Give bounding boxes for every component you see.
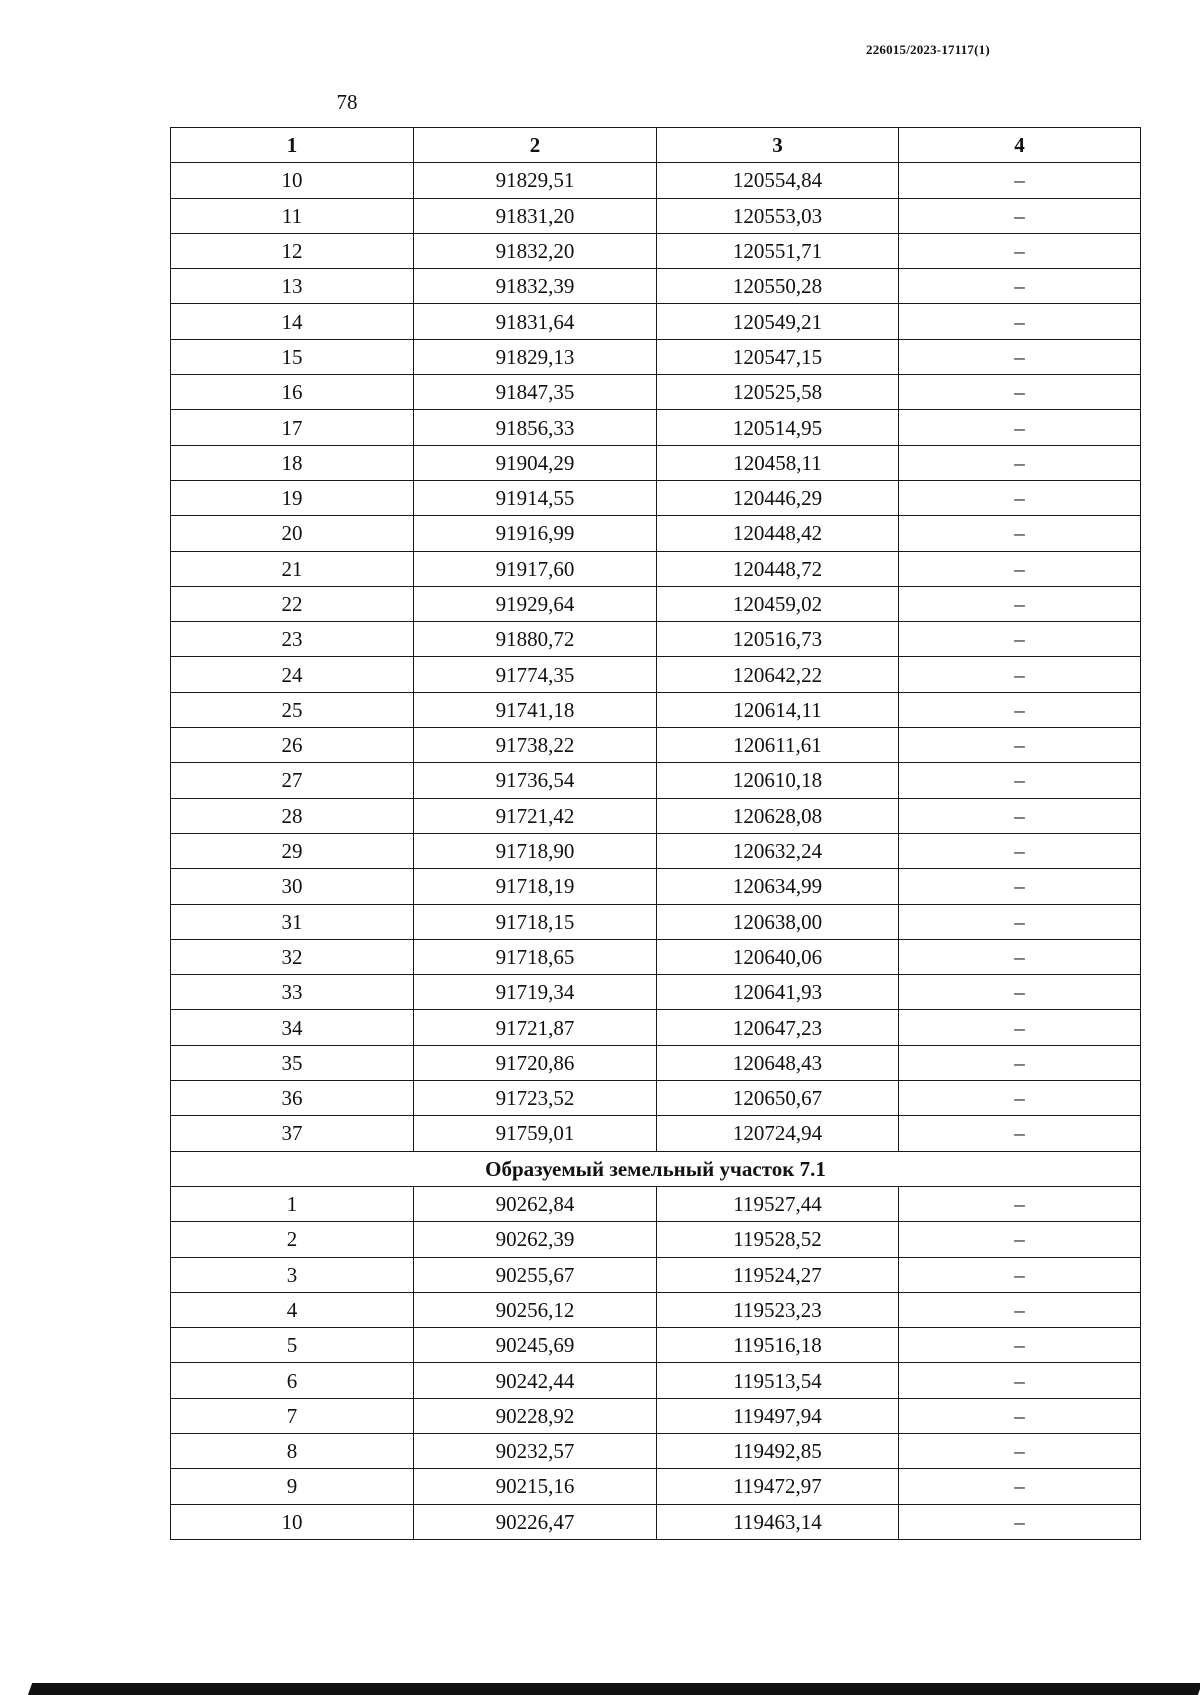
table-row (171, 1328, 1141, 1363)
note-cell: – (899, 728, 1141, 763)
y-coordinate-cell: 119523,23 (657, 1292, 899, 1327)
x-coordinate-cell: 90232,57 (414, 1433, 657, 1468)
point-number-cell: 26 (171, 728, 414, 763)
point-number-cell: 10 (171, 163, 414, 198)
x-coordinate-cell: 91831,20 (414, 198, 657, 233)
y-coordinate-cell: 120514,95 (657, 410, 899, 445)
table-row (171, 233, 1141, 268)
point-number-cell: 23 (171, 622, 414, 657)
x-coordinate-cell: 91856,33 (414, 410, 657, 445)
y-coordinate-cell: 120547,15 (657, 339, 899, 374)
point-number-cell: 17 (171, 410, 414, 445)
x-coordinate-cell: 90245,69 (414, 1328, 657, 1363)
note-cell: – (899, 1292, 1141, 1327)
y-coordinate-cell: 120458,11 (657, 445, 899, 480)
y-coordinate-cell: 120516,73 (657, 622, 899, 657)
x-coordinate-cell: 90262,84 (414, 1186, 657, 1221)
note-cell: – (899, 339, 1141, 374)
x-coordinate-cell: 91917,60 (414, 551, 657, 586)
table-row (171, 798, 1141, 833)
note-cell: – (899, 1010, 1141, 1045)
y-coordinate-cell: 120554,84 (657, 163, 899, 198)
note-cell: – (899, 622, 1141, 657)
y-coordinate-cell: 120650,67 (657, 1081, 899, 1116)
table-row (171, 304, 1141, 339)
scan-edge-bar (28, 1683, 1200, 1695)
table-row (171, 1222, 1141, 1257)
table-row (171, 516, 1141, 551)
point-number-cell: 36 (171, 1081, 414, 1116)
table-row (171, 763, 1141, 798)
note-cell: – (899, 1045, 1141, 1080)
x-coordinate-cell: 91916,99 (414, 516, 657, 551)
y-coordinate-cell: 119492,85 (657, 1433, 899, 1468)
point-number-cell: 34 (171, 1010, 414, 1045)
header-cell-3: 3 (657, 128, 899, 163)
point-number-cell: 30 (171, 869, 414, 904)
table-row (171, 551, 1141, 586)
y-coordinate-cell: 120724,94 (657, 1116, 899, 1151)
note-cell: – (899, 1257, 1141, 1292)
note-cell: – (899, 904, 1141, 939)
y-coordinate-cell: 120610,18 (657, 763, 899, 798)
note-cell: – (899, 1222, 1141, 1257)
table-row (171, 1292, 1141, 1327)
y-coordinate-cell: 119528,52 (657, 1222, 899, 1257)
note-cell: – (899, 1504, 1141, 1539)
y-coordinate-cell: 119516,18 (657, 1328, 899, 1363)
y-coordinate-cell: 119497,94 (657, 1398, 899, 1433)
point-number-cell: 13 (171, 269, 414, 304)
note-cell: – (899, 1328, 1141, 1363)
y-coordinate-cell: 119463,14 (657, 1504, 899, 1539)
y-coordinate-cell: 119472,97 (657, 1469, 899, 1504)
y-coordinate-cell: 120446,29 (657, 480, 899, 515)
table-row (171, 1469, 1141, 1504)
point-number-cell: 9 (171, 1469, 414, 1504)
table-row (171, 445, 1141, 480)
x-coordinate-cell: 91832,39 (414, 269, 657, 304)
point-number-cell: 8 (171, 1433, 414, 1468)
point-number-cell: 10 (171, 1504, 414, 1539)
table-row (171, 1081, 1141, 1116)
point-number-cell: 2 (171, 1222, 414, 1257)
header-cell-1: 1 (171, 128, 414, 163)
x-coordinate-cell: 91829,13 (414, 339, 657, 374)
table-row (171, 198, 1141, 233)
y-coordinate-cell: 120614,11 (657, 692, 899, 727)
note-cell: – (899, 1186, 1141, 1221)
point-number-cell: 20 (171, 516, 414, 551)
note-cell: – (899, 480, 1141, 515)
table-row (171, 1433, 1141, 1468)
y-coordinate-cell: 120525,58 (657, 375, 899, 410)
point-number-cell: 14 (171, 304, 414, 339)
x-coordinate-cell: 90215,16 (414, 1469, 657, 1504)
table-row (171, 1116, 1141, 1151)
x-coordinate-cell: 90228,92 (414, 1398, 657, 1433)
point-number-cell: 18 (171, 445, 414, 480)
note-cell: – (899, 233, 1141, 268)
x-coordinate-cell: 90242,44 (414, 1363, 657, 1398)
table-row (171, 1363, 1141, 1398)
table-row (171, 480, 1141, 515)
note-cell: – (899, 445, 1141, 480)
x-coordinate-cell: 91904,29 (414, 445, 657, 480)
point-number-cell: 37 (171, 1116, 414, 1151)
x-coordinate-cell: 90256,12 (414, 1292, 657, 1327)
note-cell: – (899, 375, 1141, 410)
header-cell-2: 2 (414, 128, 657, 163)
x-coordinate-cell: 91774,35 (414, 657, 657, 692)
header-cell-4: 4 (899, 128, 1141, 163)
note-cell: – (899, 198, 1141, 233)
point-number-cell: 4 (171, 1292, 414, 1327)
y-coordinate-cell: 120553,03 (657, 198, 899, 233)
section-title: Образуемый земельный участок 7.1 (171, 1151, 1141, 1186)
page-number-container (0, 90, 1200, 114)
x-coordinate-cell: 91831,64 (414, 304, 657, 339)
y-coordinate-cell: 120640,06 (657, 939, 899, 974)
table-row (171, 1257, 1141, 1292)
section-title-row (171, 1151, 1141, 1186)
table-row (171, 163, 1141, 198)
note-cell: – (899, 939, 1141, 974)
x-coordinate-cell: 91847,35 (414, 375, 657, 410)
table-row (171, 975, 1141, 1010)
point-number-cell: 15 (171, 339, 414, 374)
note-cell: – (899, 833, 1141, 868)
table-row (171, 339, 1141, 374)
note-cell: – (899, 763, 1141, 798)
note-cell: – (899, 551, 1141, 586)
table-body-after-section (171, 1186, 1141, 1539)
table-row (171, 375, 1141, 410)
table-row (171, 939, 1141, 974)
section-header (171, 1151, 1141, 1186)
table-row (171, 410, 1141, 445)
note-cell: – (899, 1363, 1141, 1398)
coordinates-table (170, 127, 1141, 1540)
x-coordinate-cell: 91718,15 (414, 904, 657, 939)
x-coordinate-cell: 91738,22 (414, 728, 657, 763)
table-row (171, 692, 1141, 727)
y-coordinate-cell: 120551,71 (657, 233, 899, 268)
note-cell: – (899, 692, 1141, 727)
point-number-cell: 6 (171, 1363, 414, 1398)
point-number-cell: 19 (171, 480, 414, 515)
point-number-cell: 12 (171, 233, 414, 268)
x-coordinate-cell: 91719,34 (414, 975, 657, 1010)
point-number-cell: 1 (171, 1186, 414, 1221)
point-number-cell: 28 (171, 798, 414, 833)
table-row (171, 833, 1141, 868)
header-row (171, 128, 1141, 163)
table-row (171, 1186, 1141, 1221)
note-cell: – (899, 798, 1141, 833)
x-coordinate-cell: 91718,65 (414, 939, 657, 974)
y-coordinate-cell: 120632,24 (657, 833, 899, 868)
x-coordinate-cell: 90226,47 (414, 1504, 657, 1539)
y-coordinate-cell: 120611,61 (657, 728, 899, 763)
table-row (171, 586, 1141, 621)
point-number-cell: 22 (171, 586, 414, 621)
y-coordinate-cell: 120549,21 (657, 304, 899, 339)
point-number-cell: 25 (171, 692, 414, 727)
note-cell: – (899, 975, 1141, 1010)
note-cell: – (899, 1116, 1141, 1151)
point-number-cell: 7 (171, 1398, 414, 1433)
point-number-cell: 11 (171, 198, 414, 233)
note-cell: – (899, 586, 1141, 621)
note-cell: – (899, 1433, 1141, 1468)
point-number-cell: 16 (171, 375, 414, 410)
x-coordinate-cell: 90255,67 (414, 1257, 657, 1292)
note-cell: – (899, 1398, 1141, 1433)
y-coordinate-cell: 120459,02 (657, 586, 899, 621)
point-number-cell: 31 (171, 904, 414, 939)
point-number-cell: 35 (171, 1045, 414, 1080)
table-row (171, 1010, 1141, 1045)
table-body-before-section (171, 163, 1141, 1151)
point-number-cell: 29 (171, 833, 414, 868)
note-cell: – (899, 269, 1141, 304)
x-coordinate-cell: 91929,64 (414, 586, 657, 621)
table-row (171, 728, 1141, 763)
y-coordinate-cell: 119513,54 (657, 1363, 899, 1398)
note-cell: – (899, 657, 1141, 692)
y-coordinate-cell: 120641,93 (657, 975, 899, 1010)
y-coordinate-cell: 120634,99 (657, 869, 899, 904)
table-row (171, 1045, 1141, 1080)
note-cell: – (899, 869, 1141, 904)
document-reference: 226015/2023-17117(1) (866, 42, 990, 57)
y-coordinate-cell: 119524,27 (657, 1257, 899, 1292)
table-header (171, 128, 1141, 163)
table-row (171, 269, 1141, 304)
y-coordinate-cell: 120642,22 (657, 657, 899, 692)
y-coordinate-cell: 120647,23 (657, 1010, 899, 1045)
point-number-cell: 32 (171, 939, 414, 974)
table-row (171, 904, 1141, 939)
table-row (171, 1398, 1141, 1433)
point-number-cell: 5 (171, 1328, 414, 1363)
page-number: 78 (336, 90, 358, 114)
point-number-cell: 21 (171, 551, 414, 586)
note-cell: – (899, 1081, 1141, 1116)
table-row (171, 869, 1141, 904)
point-number-cell: 27 (171, 763, 414, 798)
x-coordinate-cell: 91720,86 (414, 1045, 657, 1080)
x-coordinate-cell: 91914,55 (414, 480, 657, 515)
y-coordinate-cell: 119527,44 (657, 1186, 899, 1221)
note-cell: – (899, 410, 1141, 445)
x-coordinate-cell: 91880,72 (414, 622, 657, 657)
x-coordinate-cell: 91832,20 (414, 233, 657, 268)
y-coordinate-cell: 120448,72 (657, 551, 899, 586)
table-row (171, 657, 1141, 692)
note-cell: – (899, 516, 1141, 551)
y-coordinate-cell: 120638,00 (657, 904, 899, 939)
x-coordinate-cell: 91829,51 (414, 163, 657, 198)
point-number-cell: 33 (171, 975, 414, 1010)
point-number-cell: 24 (171, 657, 414, 692)
table-row (171, 1504, 1141, 1539)
x-coordinate-cell: 91723,52 (414, 1081, 657, 1116)
x-coordinate-cell: 91718,90 (414, 833, 657, 868)
x-coordinate-cell: 91718,19 (414, 869, 657, 904)
note-cell: – (899, 1469, 1141, 1504)
note-cell: – (899, 304, 1141, 339)
x-coordinate-cell: 91721,42 (414, 798, 657, 833)
x-coordinate-cell: 91759,01 (414, 1116, 657, 1151)
x-coordinate-cell: 91721,87 (414, 1010, 657, 1045)
y-coordinate-cell: 120648,43 (657, 1045, 899, 1080)
x-coordinate-cell: 91736,54 (414, 763, 657, 798)
x-coordinate-cell: 90262,39 (414, 1222, 657, 1257)
y-coordinate-cell: 120448,42 (657, 516, 899, 551)
y-coordinate-cell: 120628,08 (657, 798, 899, 833)
point-number-cell: 3 (171, 1257, 414, 1292)
note-cell: – (899, 163, 1141, 198)
x-coordinate-cell: 91741,18 (414, 692, 657, 727)
table-row (171, 622, 1141, 657)
y-coordinate-cell: 120550,28 (657, 269, 899, 304)
